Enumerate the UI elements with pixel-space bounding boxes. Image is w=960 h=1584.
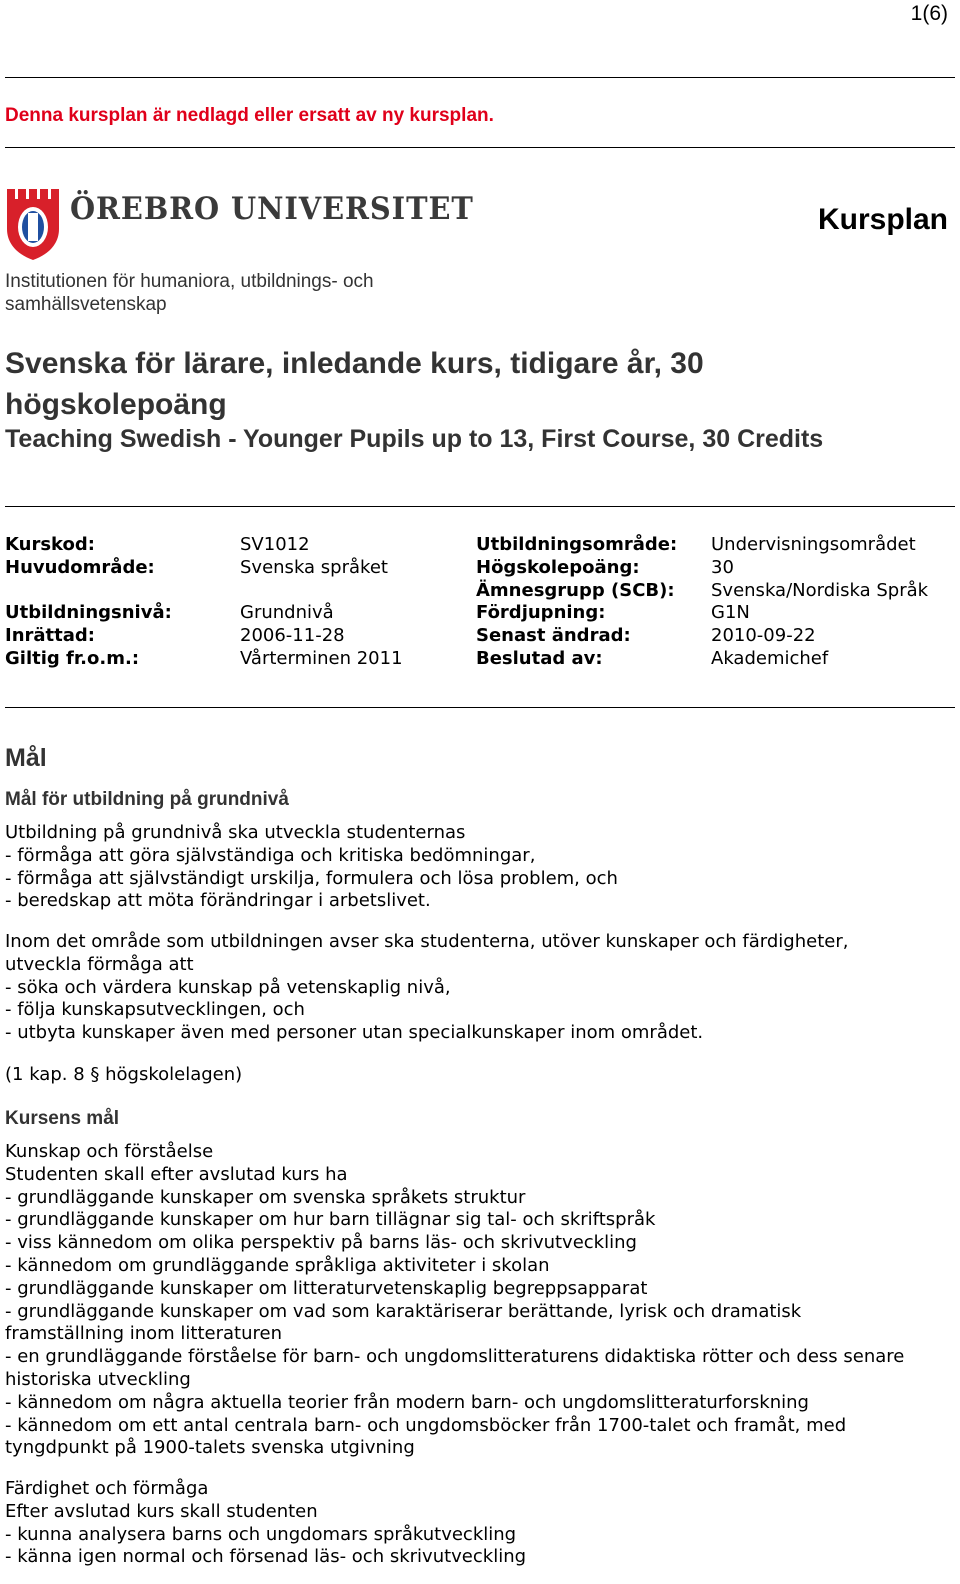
university-seal-icon xyxy=(3,185,63,261)
main-field-label: Huvudområde: xyxy=(5,557,155,578)
divider xyxy=(5,147,955,148)
course-code-label: Kurskod: xyxy=(5,534,95,555)
paragraph-skills-abilities xyxy=(5,1478,955,1569)
text-line: Färdighet och förmåga xyxy=(5,1478,209,1499)
last-changed-value: 2010-09-22 xyxy=(711,625,816,646)
divider xyxy=(5,77,955,78)
text-line: - kännedom om några aktuella teorier från modern barn- och ungdomslitteraturforskning xyxy=(5,1391,809,1413)
last-changed-label: Senast ändrad: xyxy=(476,625,631,646)
paragraph-knowledge-understanding xyxy=(5,1141,955,1460)
sub-heading-first-cycle: Mål för utbildning på grundnivå xyxy=(5,789,289,810)
text-line: - kännedom om grundläggande språkliga aktiviteter i skolan xyxy=(5,1254,550,1276)
text-line: utveckla förmåga att xyxy=(5,953,194,975)
credits-label: Högskolepoäng: xyxy=(476,557,640,578)
text-line: framställning inom litteraturen xyxy=(5,1323,282,1345)
established-label: Inrättad: xyxy=(5,625,95,646)
text-line: - kännedom om ett antal centrala barn- och ungdomsböcker från 1700-talet och framåt, med xyxy=(5,1414,847,1436)
education-level-label: Utbildningsnivå: xyxy=(5,602,172,623)
text-line: - förmåga att självständigt urskilja, formulera och lösa problem, och xyxy=(5,867,618,889)
page-number: 1(6) xyxy=(910,2,948,25)
text-line: - söka och värdera kunskap på vetenskaplig nivå, xyxy=(5,976,451,998)
text-line: - grundläggande kunskaper om litteraturvetenskaplig begreppsapparat xyxy=(5,1277,648,1299)
document-type: Kursplan xyxy=(817,203,948,236)
text-line: historiska utveckling xyxy=(5,1368,191,1390)
section-heading-goals: Mål xyxy=(5,744,47,772)
logo-wordmark: ÖREBRO UNIVERSITET xyxy=(70,191,474,227)
text-line: Studenten skall efter avslutad kurs ha xyxy=(5,1163,348,1185)
text-line: - grundläggande kunskaper om vad som karaktäriserar berättande, lyrisk och dramatisk xyxy=(5,1300,802,1322)
text-line: Kunskap och förståelse xyxy=(5,1141,214,1162)
discontinued-notice: Denna kursplan är nedlagd eller ersatt av ny kursplan. xyxy=(5,105,494,126)
text-line: - en grundläggande förståelse för barn- och ungdomslitteraturens didaktiska rötter och dess senare xyxy=(5,1346,905,1368)
course-title-english: Teaching Swedish - Younger Pupils up to 13, First Course, 30 Credits xyxy=(5,425,824,453)
main-field-value: Svenska språket xyxy=(240,557,388,578)
course-title-swedish: Svenska för lärare, inledande kurs, tidigare år, 30 högskolepoäng xyxy=(5,347,704,421)
education-area-value: Undervisningsområdet xyxy=(711,534,916,555)
legal-reference: (1 kap. 8 § högskolelagen) xyxy=(5,1064,243,1085)
paragraph-first-cycle-goals xyxy=(5,822,955,913)
education-level-value: Grundnivå xyxy=(240,602,334,623)
progression-value: G1N xyxy=(711,602,750,623)
established-value: 2006-11-28 xyxy=(240,625,345,646)
text-line: - utbyta kunskaper även med personer utan specialkunskaper inom området. xyxy=(5,1022,704,1044)
subject-group-value: Svenska/Nordiska Språk xyxy=(711,580,929,601)
paragraph-field-goals xyxy=(5,931,955,1045)
institution: Institutionen för humaniora, utbildnings- och samhällsvetenskap xyxy=(5,271,374,315)
divider xyxy=(5,506,955,507)
text-line: - grundläggande kunskaper om svenska språkets struktur xyxy=(5,1186,526,1208)
valid-from-label: Giltig fr.o.m.: xyxy=(5,648,140,669)
decided-by-label: Beslutad av: xyxy=(476,648,603,669)
text-line: - följa kunskapsutvecklingen, och xyxy=(5,999,305,1021)
text-line: Efter avslutad kurs skall studenten xyxy=(5,1500,318,1522)
valid-from-value: Vårterminen 2011 xyxy=(240,648,403,669)
text-line: Utbildning på grundnivå ska utveckla studenternas xyxy=(5,822,466,843)
text-line: - beredskap att möta förändringar i arbetslivet. xyxy=(5,890,431,912)
decided-by-value: Akademichef xyxy=(711,648,829,669)
education-area-label: Utbildningsområde: xyxy=(476,534,678,555)
text-line: - förmåga att göra självständiga och kritiska bedömningar, xyxy=(5,844,536,866)
subject-group-label: Ämnesgrupp (SCB): xyxy=(476,580,675,601)
text-line: tyngdpunkt på 1900-talets svenska utgivning xyxy=(5,1437,415,1459)
progression-label: Fördjupning: xyxy=(476,602,606,623)
divider xyxy=(5,707,955,708)
text-line: - grundläggande kunskaper om hur barn tillägnar sig tal- och skriftspråk xyxy=(5,1209,656,1231)
text-line: Inom det område som utbildningen avser ska studenterna, utöver kunskaper och färdigheter, xyxy=(5,931,849,952)
university-logo xyxy=(3,185,523,263)
course-code-value: SV1012 xyxy=(240,534,310,555)
credits-value: 30 xyxy=(711,557,734,578)
text-line: - kunna analysera barns och ungdomars språkutveckling xyxy=(5,1523,517,1545)
sub-heading-course-goals: Kursens mål xyxy=(5,1108,120,1129)
text-line: - viss kännedom om olika perspektiv på barns läs- och skrivutveckling xyxy=(5,1232,637,1254)
text-line: - känna igen normal och försenad läs- och skrivutveckling xyxy=(5,1546,527,1568)
